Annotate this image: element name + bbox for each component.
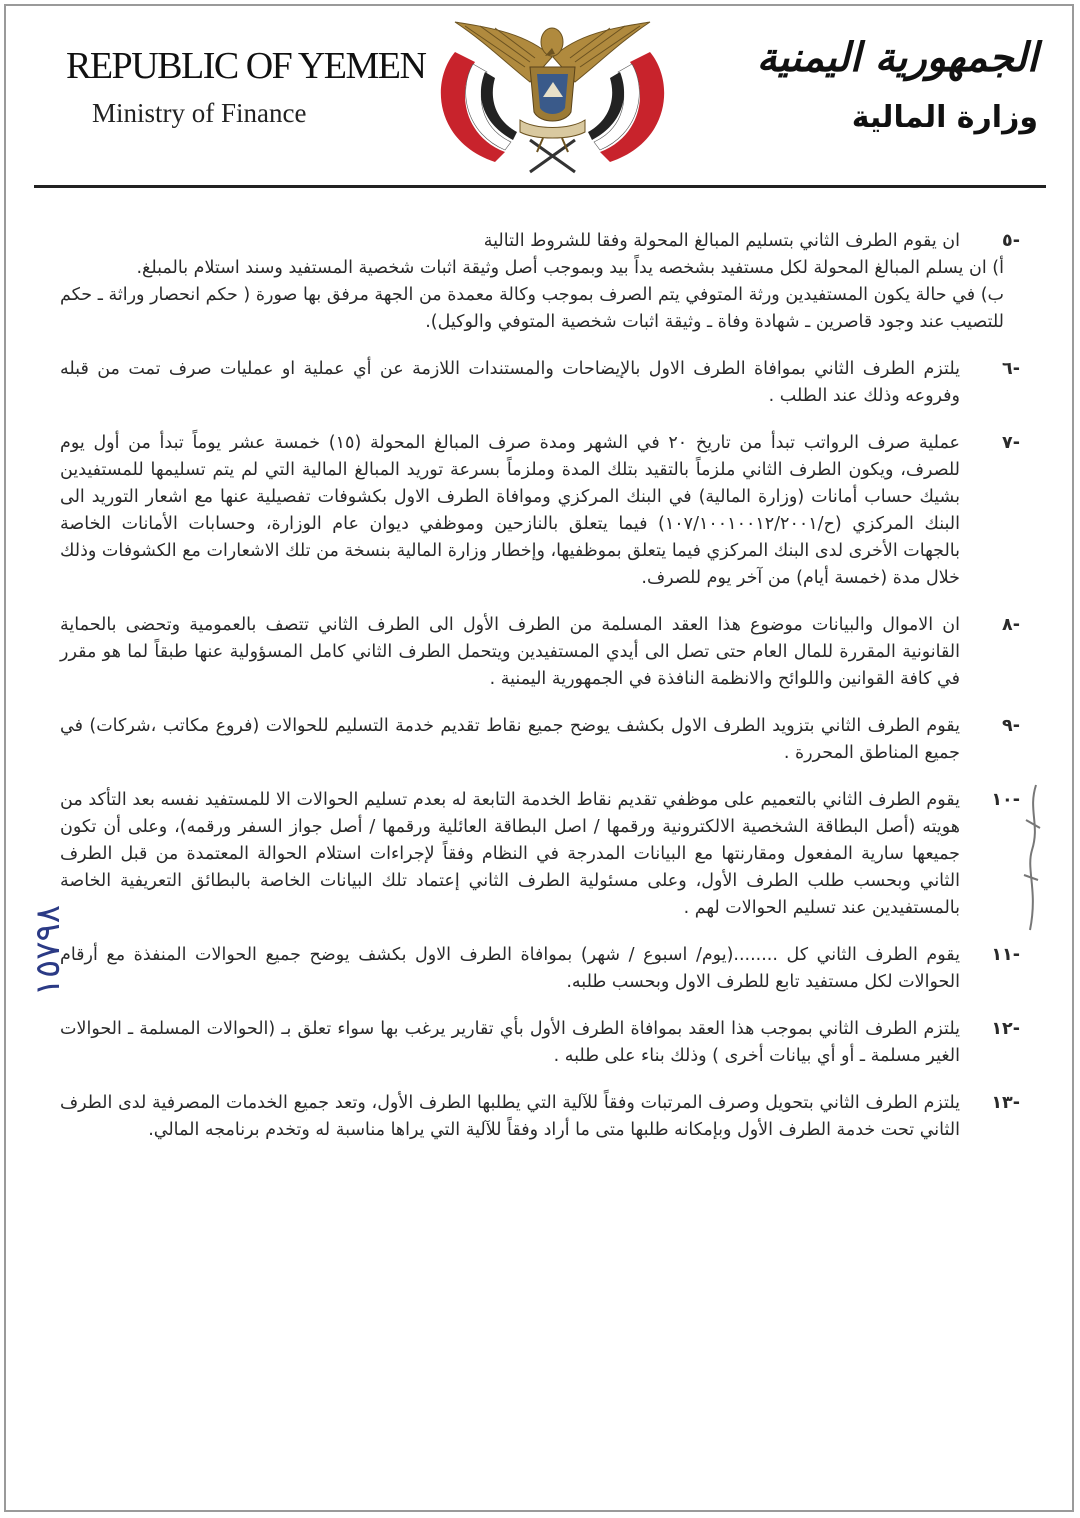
clause-body: يلتزم الطرف الثاني بموافاة الطرف الاول بالإيضاحات والمستندات اللازمة عن أي عملية او عمليات صرف تمت من قبله وفروعه وذلك عند الطلب . bbox=[60, 359, 960, 406]
clause-number: -١٣ bbox=[991, 1093, 1020, 1113]
clause-item bbox=[60, 942, 1020, 996]
clause-item bbox=[60, 1016, 1020, 1070]
handwritten-margin-scribble bbox=[1018, 780, 1048, 940]
clause-item bbox=[60, 228, 1020, 336]
clause-item bbox=[60, 787, 1020, 922]
handwritten-margin-note: ١٥٧٩٨ bbox=[28, 905, 68, 997]
clause-number: -١١ bbox=[991, 945, 1020, 965]
clause-body: يقوم الطرف الثاني بالتعميم على موظفي تقديم نقاط الخدمة التابعة له بعدم تسليم الحوالات الا للمستفيد نفسه بعد التأكد من هويته (أصل البطاقة الشخصية الالكترونية ورقمها / اصل البطاقة العائلية ورقمها / أصل جواز السفر ورقمه)، وعلى أن تكون جميعها سارية المفعول ومقارنتها مع البيانات المدرجة في النظام وفقاً لإجراءات استلام الحوالة المعتمدة من قبل الطرف الثاني وبحسب طلب الطرف الأول، وعلى مسئولية الطرف الثاني إعتماد تلك البيانات الخاصة بالبطائق التعريفية الخاصة بالمستفيدين عند تسليم الحوالات لهم . bbox=[60, 790, 960, 918]
clause-text bbox=[60, 1016, 960, 1070]
clause-number: -١٢ bbox=[991, 1019, 1020, 1039]
clause-number: -٩ bbox=[1002, 716, 1020, 736]
english-ministry-title: Ministry of Finance bbox=[92, 98, 307, 128]
clause-text bbox=[60, 228, 1004, 336]
header-divider bbox=[34, 185, 1046, 188]
clause-body: ان يقوم الطرف الثاني بتسليم المبالغ المحولة وفقا للشروط التالية bbox=[483, 231, 960, 251]
clause-text bbox=[60, 1090, 960, 1144]
clause-body: يلتزم الطرف الثاني بتحويل وصرف المرتبات وفقاً للآلية التي يطلبها الطرف الأول، وتعد جميع الخدمات المصرفية لدى الطرف الثاني تحت خدمة الطرف الأول وبإمكانه طلبها متى ما أراد وفقاً للآلية التي يراها مناسبة له وتخدم برنامجه المالي. bbox=[60, 1093, 960, 1140]
document-body bbox=[60, 228, 1020, 1164]
letterhead bbox=[0, 0, 1080, 200]
clause-number: -٨ bbox=[1002, 615, 1020, 635]
arabic-ministry-title: وزارة المالية bbox=[851, 100, 1038, 135]
clause-text bbox=[60, 713, 960, 767]
clause-text bbox=[60, 787, 960, 922]
clause-number: -١٠ bbox=[991, 790, 1020, 810]
clause-number: -٦ bbox=[1002, 359, 1020, 379]
clause-text bbox=[60, 942, 960, 996]
clause-text bbox=[60, 430, 960, 592]
clause-body: يقوم الطرف الثاني كل ........(يوم/ اسبوع / شهر) بموافاة الطرف الاول بكشف يوضح جميع الحوالات المنفذة مع أرقام الحوالات لكل مستفيد تابع للطرف الاول وبحسب طلبه. bbox=[60, 945, 960, 992]
yemen-eagle-emblem bbox=[425, 12, 680, 177]
arabic-country-title: الجمهورية اليمنية bbox=[756, 34, 1038, 81]
clause-item bbox=[60, 356, 1020, 410]
clause-body: ان الاموال والبيانات موضوع هذا العقد المسلمة من الطرف الأول الى الطرف الثاني تتصف بالعمومية وتحضى بالحماية القانونية المقررة للمال العام حتى تصل الى أيدي المستفيدين ويتحمل الطرف الثاني كامل المسؤولية عنها طبقاً لما هو مقرر في كافة القوانين واللوائح والانظمة النافذة في الجمهورية اليمنية . bbox=[60, 615, 960, 689]
clause-item bbox=[60, 612, 1020, 693]
clause-number: -٥ bbox=[1002, 231, 1020, 251]
sub-clause: أ) ان يسلم المبالغ المحولة لكل مستفيد بشخصه يداً بيد وبموجب أصل وثيقة اثبات شخصية المستفيد وسند استلام بالمبلغ. bbox=[136, 258, 1004, 278]
english-country-title: REPUBLIC OF YEMEN bbox=[66, 45, 426, 87]
sub-clause: ب) في حالة يكون المستفيدين ورثة المتوفي يتم الصرف بموجب وكالة معمدة من الجهة مرفق بها صورة ( حكم انحصار وراثة ـ حكم للتصيب عند وجود قاصرين ـ شهادة وفاة ـ وثيقة اثبات شخصية المتوفي والوكيل). bbox=[60, 285, 1004, 332]
clause-item bbox=[60, 713, 1020, 767]
clause-number: -٧ bbox=[1002, 433, 1020, 453]
clause-text bbox=[60, 612, 960, 693]
clause-item bbox=[60, 1090, 1020, 1144]
clause-body: يقوم الطرف الثاني بتزويد الطرف الاول بكشف يوضح جميع نقاط تقديم خدمة التسليم للحوالات (فروع مكاتب ،شركات) في جميع المناطق المحررة . bbox=[60, 716, 960, 763]
clause-text bbox=[60, 356, 960, 410]
clause-item bbox=[60, 430, 1020, 592]
clause-body: يلتزم الطرف الثاني بموجب هذا العقد بموافاة الطرف الأول بأي تقارير يرغب بها سواء تعلق بـ (الحوالات المسلمة ـ الحوالات الغير مسلمة ـ أو أي بيانات أخرى ) وذلك بناء على طلبه . bbox=[60, 1019, 960, 1066]
clause-body: عملية صرف الرواتب تبدأ من تاريخ ٢٠ في الشهر ومدة صرف المبالغ المحولة (١٥) خمسة عشر يوماً تبدأ من أول يوم للصرف، ويكون الطرف الثاني ملزماً بالتقيد بتلك المدة وملزماً بسرعة توريد المبالغ المالية التي لم يتم تسليمها للمستفيدين بشيك حساب أمانات (وزارة المالية) في البنك المركزي وموافاة الطرف الاول بكشوفات تفصيلية عنها مع اشعار التوريد الى البنك المركزي (ح/١٠٧/١٠٠١٠٠١٢/٢٠٠١) فيما يتعلق بالنازحين وموظفي ديوان عام الوزارة، وحسابات الأمانات الخاصة بالجهات الأخرى لدى البنك المركزي فيما يتعلق بموظفيها، وإخطار وزارة المالية بنسخة من تلك الاشعارات مع الكشوفات وذلك خلال مدة (خمسة أيام) من آخر يوم للصرف. bbox=[60, 433, 961, 588]
